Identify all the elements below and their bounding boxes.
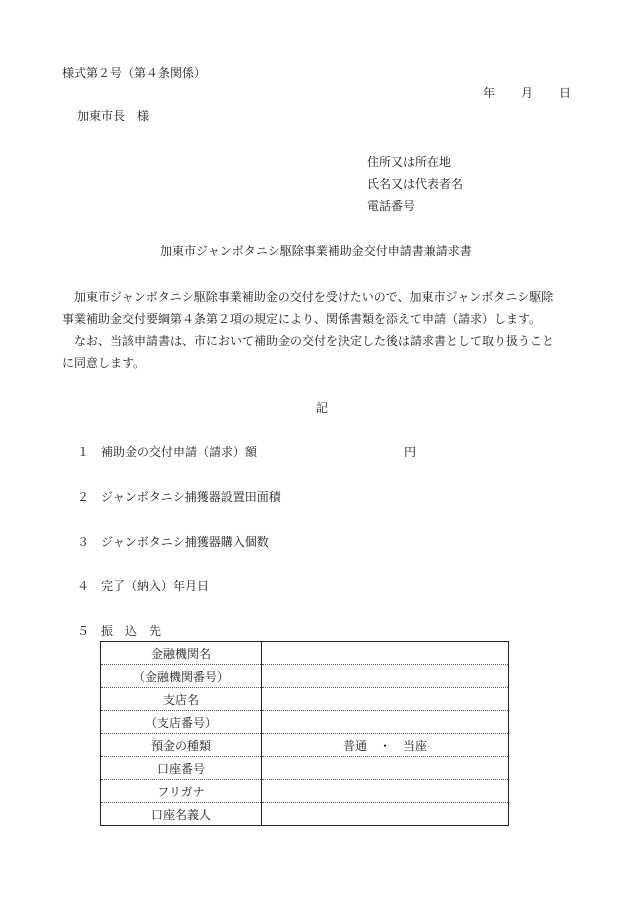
furigana-field[interactable]	[262, 780, 509, 803]
item-4-label: 完了（納入）年月日	[101, 579, 210, 593]
body-line-3: なお、当該申請書は、市において補助金の交付を決定した後は請求書として取り扱うこと	[74, 334, 555, 348]
date-year-label: 年	[483, 86, 496, 100]
item-3-number: ３	[77, 535, 90, 549]
branch-name-label: 支店名	[101, 688, 262, 711]
deposit-type-label: 預金の種類	[101, 734, 262, 757]
applicant-phone-label: 電話番号	[367, 199, 416, 213]
bank-code-field[interactable]	[262, 665, 509, 688]
branch-code-label: （支店番号）	[101, 711, 262, 734]
bank-name-label: 金融機関名	[101, 642, 262, 665]
bank-code-label: （金融機関番号）	[101, 665, 262, 688]
body-line-1: 加東市ジャンボタニシ駆除事業補助金の交付を受けたいので、加東市ジャンボタニシ駆除	[74, 290, 554, 304]
item-4-number: ４	[77, 579, 90, 593]
account-number-field[interactable]	[262, 757, 509, 780]
table-row	[101, 780, 509, 803]
bank-account-table	[100, 641, 509, 826]
table-row	[101, 757, 509, 780]
table-row	[101, 688, 509, 711]
furigana-label: フリガナ	[101, 780, 262, 803]
date-day-label: 日	[559, 86, 572, 100]
form-number: 様式第２号（第４条関係）	[62, 66, 207, 80]
branch-code-field[interactable]	[262, 711, 509, 734]
table-row	[101, 734, 509, 757]
applicant-address-label: 住所又は所在地	[367, 155, 452, 169]
document-title: 加東市ジャンボタニシ駆除事業補助金交付申請書兼請求書	[160, 244, 472, 258]
bank-name-field[interactable]	[262, 642, 509, 665]
account-holder-field[interactable]	[262, 803, 509, 826]
item-1-unit: 円	[404, 445, 417, 459]
applicant-name-label: 氏名又は代表者名	[367, 177, 464, 191]
item-3-label: ジャンボタニシ捕獲器購入個数	[101, 535, 269, 549]
body-line-4: に同意します。	[62, 356, 146, 370]
item-1-number: １	[77, 445, 90, 459]
item-1-label: 補助金の交付申請（請求）額	[101, 445, 258, 459]
table-row	[101, 642, 509, 665]
body-line-2: 事業補助金交付要綱第４条第２項の規定により、関係書類を添えて申請（請求）します。	[62, 312, 542, 326]
account-holder-label: 口座名義人	[101, 803, 262, 826]
table-row	[101, 711, 509, 734]
date-month-label: 月	[521, 86, 534, 100]
addressee: 加東市長 様	[77, 109, 150, 123]
account-number-label: 口座番号	[101, 757, 262, 780]
item-2-number: ２	[77, 490, 90, 504]
item-5-number: ５	[77, 624, 90, 638]
ki-heading: 記	[316, 401, 329, 415]
body-text	[62, 286, 580, 374]
item-2-label: ジャンボタニシ捕獲器設置田面積	[101, 490, 281, 504]
item-5-label: 振 込 先	[101, 624, 162, 638]
branch-name-field[interactable]	[262, 688, 509, 711]
table-row	[101, 665, 509, 688]
table-row	[101, 803, 509, 826]
deposit-type-options[interactable]: 普通 ・ 当座	[262, 734, 509, 757]
